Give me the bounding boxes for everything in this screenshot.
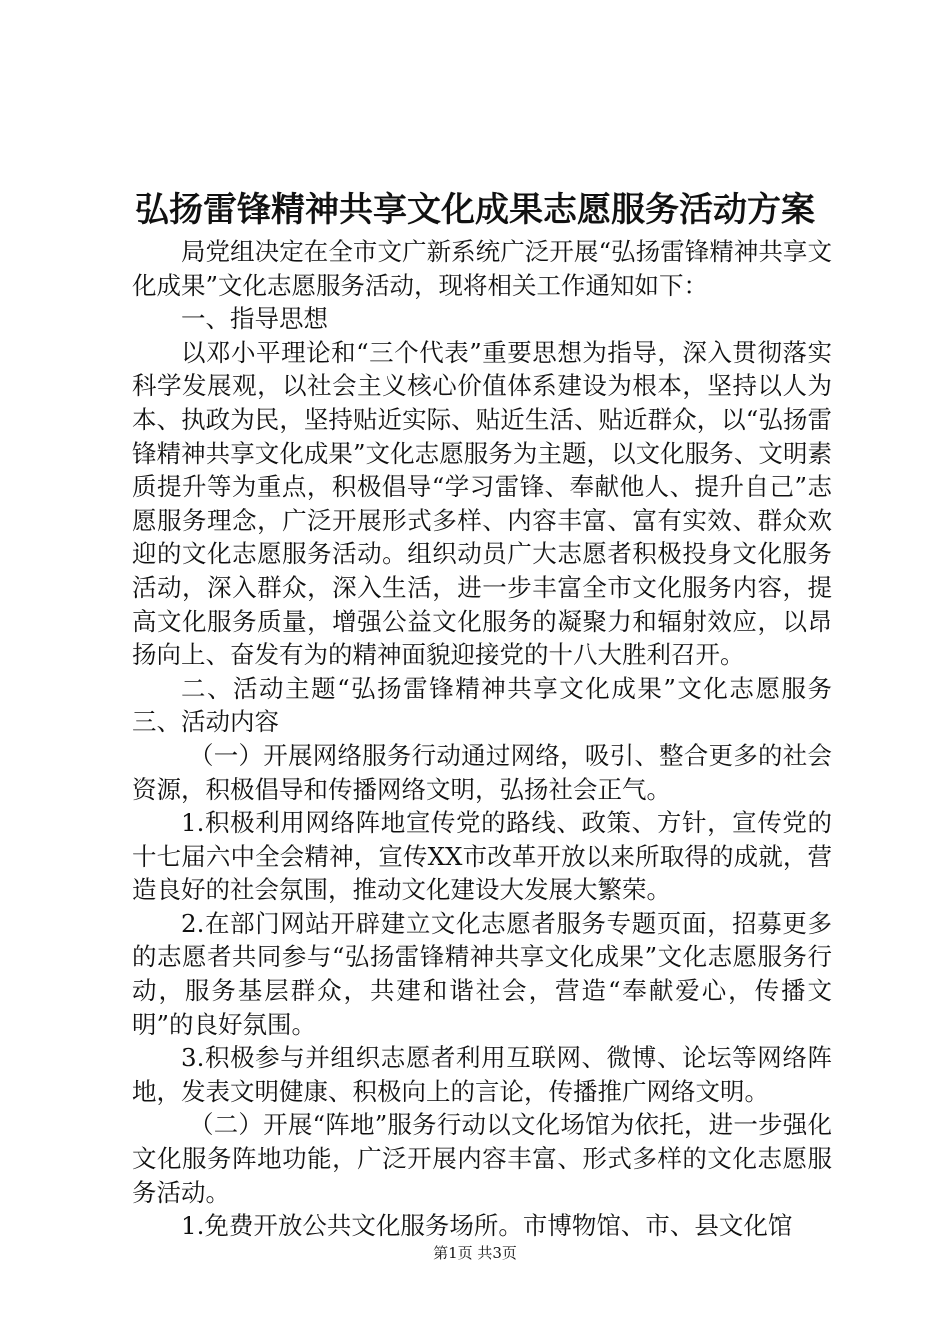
heading-guiding-ideology: 一、指导思想 [181,304,328,334]
paragraph-intro: 局党组决定在全市文广新系统广泛开展“弘扬雷锋精神共享文化成果”文化志愿服务活动，现将相关工作通知如下： [132,237,832,300]
document-body [132,235,832,1243]
list-item-2: 2.在部门网站开辟建立文化志愿者服务专题页面，招募更多的志愿者共同参与“弘扬雷锋精神共享文化成果”文化志愿服务行动，服务基层群众，共建和谐社会，营造“奉献爱心，传播文明”的良好氛围。 [132,908,832,1039]
paragraph-guiding-ideology: 以邓小平理论和“三个代表”重要思想为指导，深入贯彻落实科学发展观，以社会主义核心价值体系建设为根本，坚持以人为本、执政为民，坚持贴近实际、贴近生活、贴近群众，以“弘扬雷锋精神共享文化成果”文化志愿服务为主题，以文化服务、文明素质提升等为重点，积极倡导“学习雷锋、奉献他人、提升自己”志愿服务理念，广泛开展形式多样、内容丰富、富有实效、群众欢迎的文化志愿服务活动。组织动员广大志愿者积极投身文化服务活动，深入群众，深入生活，进一步丰富全市文化服务内容，提高文化服务质量，增强公益文化服务的凝聚力和辐射效应，以昂扬向上、奋发有为的精神面貌迎接党的十八大胜利召开。 [132,337,832,670]
list-item-4: 1.免费开放公共文化服务场所。市博物馆、市、县文化馆 [181,1211,793,1241]
paragraph-network-service: （一）开展网络服务行动通过网络，吸引、整合更多的社会资源，积极倡导和传播网络文明，弘扬社会正气。 [132,740,832,804]
page-number-footer: 第1页 共3页 [433,1244,517,1262]
list-item-3: 3.积极参与并组织志愿者利用互联网、微博、论坛等网络阵地，发表文明健康、积极向上的言论，传播推广网络文明。 [132,1043,832,1106]
paragraph-position-service: （二）开展“阵地”服务行动以文化场馆为依托，进一步强化文化服务阵地功能，广泛开展内容丰富、形式多样的文化志愿服务活动。 [132,1110,832,1207]
heading-activity-theme: 二、活动主题“弘扬雷锋精神共享文化成果”文化志愿服务三、活动内容 [132,673,832,737]
list-item-1: 1.积极利用网络阵地宣传党的路线、政策、方针，宣传党的十七届六中全会精神，宣传XX市改革开放以来所取得的成就，营造良好的社会氛围，推动文化建设大发展大繁荣。 [132,808,832,905]
document-title: 弘扬雷锋精神共享文化成果志愿服务活动方案 [135,190,815,230]
